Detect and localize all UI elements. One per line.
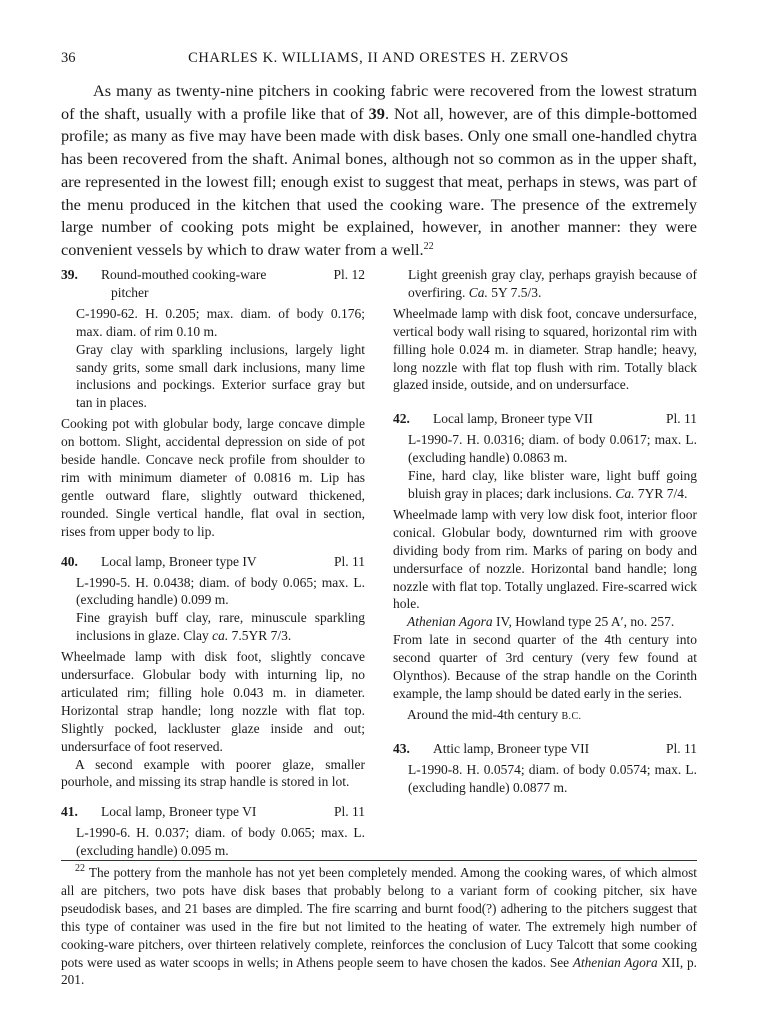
entry-discussion: From late in second quarter of the 4th century into second quarter of 3rd century (very few found at Olynthos). Because of the strap handle on the Corinth example, the lamp should be dated early in the series. xyxy=(393,632,697,701)
entry-title: Local lamp, Broneer type IV xyxy=(101,553,257,569)
entry-title: Local lamp, Broneer type VII xyxy=(433,411,593,427)
footnote xyxy=(61,860,697,989)
left-column xyxy=(61,266,365,860)
plate-ref: Pl. 12 xyxy=(333,267,365,282)
plate-ref: Pl. 11 xyxy=(665,411,697,427)
entry-fabric: Fine, hard clay, like blister ware, light buff going bluish gray in places; dark inclusions. Ca. 7YR 7/4. xyxy=(408,468,697,501)
entry-41 xyxy=(61,803,365,860)
entry-number: 39. xyxy=(61,267,78,282)
footnote-number: 22 xyxy=(75,863,85,874)
entry-inventory: L-1990-5. H. 0.0438; diam. of body 0.065; max. L. (excluding handle) 0.099 m. xyxy=(76,574,365,608)
entry-inventory: L-1990-8. H. 0.0574; diam. of body 0.0574; max. L. (excluding handle) 0.0877 m. xyxy=(408,761,697,795)
entry-40 xyxy=(61,553,365,792)
entry-description: Wheelmade lamp with disk foot, concave undersurface, vertical body wall rising to squared, horizontal rim with filling hole 0.024 m. in diameter. Strap handle; heavy, long nozzle with flat top flush with rim. Totally black glazed inside, outside, and on undersurface. xyxy=(393,305,697,393)
entry-description: Wheelmade lamp with very low disk foot, interior floor conical. Globular body, downturned rim with groove dividing body from rim. Marks of paring on body and undersurface of nozzle. Horizontal band handle; long nozzle with flat top. Totally unglazed. Fire-scarred wick hole. xyxy=(393,506,697,612)
footnote-text: $^{22}$ The pottery from the manhole has not yet been completely mended. Among the cooking wares, of which almost all are pitchers, two pots have disk bases that probably belong to a variant form of cooking pitcher, six have pseudodisk bases, and 21 bases are dimpled. The fire scarring and burnt food(?) adhering to the pitchers suggest that this type of container was used in the fire but not limited to the heating of water. The extremely high number of cooking-ware pitchers, over thirteen relatively complete, reinforces the conclusion of Lucy Talcott that some cooking pots were used as water scoops in wells; in Athens people seem to have chosen the kados. See Athenian Agora XII, p. 201. xyxy=(61,863,697,988)
entry-heading xyxy=(61,553,365,571)
footnote-marker[interactable]: 22 xyxy=(423,240,434,252)
entry-heading xyxy=(61,803,365,821)
entry-heading xyxy=(393,410,697,428)
entry-date: Around the mid-4th century B.C. xyxy=(407,706,582,722)
running-head-authors: CHARLES K. WILLIAMS, II AND ORESTES H. ZERVOS xyxy=(188,50,569,66)
entry-inventory: L-1990-6. H. 0.037; diam. of body 0.065; max. L. (excluding handle) 0.095 m. xyxy=(76,825,365,859)
plate-ref: Pl. 11 xyxy=(333,804,365,820)
plate-ref: Pl. 11 xyxy=(333,553,365,569)
intro-paragraph: As many as twenty-nine pitchers in cooking fabric were recovered from the lowest stratum of the shaft, usually with a profile like that of 39. Not all, however, are of this dimple-bottomed profile; as many as five may have been made with disk bases. Only one small one-handled chytra has been recovered from the shaft. Animal bones, although not so common as in the upper shaft, are represented in the lowest fill; enough exist to suggest that meat, perhaps in stews, was part of the menu produced in the kitchen that used the cooking ware. The presence of the extremely large number of cooking pots might be explained, however, in another manner: they were convenient vessels by which to draw water from a well.$^{22}$ xyxy=(61,81,697,259)
entry-title-cont: pitcher xyxy=(111,284,149,300)
entry-inventory: L-1990-7. H. 0.0316; diam. of body 0.0617; max. L. (excluding handle) 0.0863 m. xyxy=(408,432,697,466)
entry-title: Attic lamp, Broneer type VII xyxy=(433,740,590,756)
entry-number: 43. xyxy=(393,740,410,756)
entry-39 xyxy=(61,266,365,541)
right-column xyxy=(393,266,697,796)
entry-bibliography: Athenian Agora IV, Howland type 25 A′, no. 257. xyxy=(407,614,675,630)
entry-fabric: Fine grayish buff clay, rare, minuscule sparkling inclusions in glaze. Clay ca. 7.5YR 7/3. xyxy=(76,610,365,644)
entry-number: 41. xyxy=(61,804,78,820)
entry-title: Local lamp, Broneer type VI xyxy=(101,804,257,820)
entry-description: Cooking pot with globular body, large concave dimple on bottom. Slight, accidental depression on side of pot beside handle. Concave neck profile from shoulder to rim with minimum diameter of 0.0816 m. Lip has gentle outward flare, slightly outward thickened, rounded. Single vertical handle, flat oval in section, rises from upper body to lip. xyxy=(61,416,365,539)
entry-42 xyxy=(393,410,697,725)
entry-number: 40. xyxy=(61,553,78,569)
entry-title: Round-mouthed cooking-ware xyxy=(101,267,267,282)
catalogue-ref: 39 xyxy=(368,103,385,123)
entry-heading xyxy=(61,266,365,302)
entry-43 xyxy=(393,740,697,797)
entry-description: Wheelmade lamp with disk foot, slightly concave undersurface. Globular body with inturning lip, no articulated rim; filling hole 0.043 m. in diameter. Horizontal strap handle; long nozzle with flat top. Slightly pocked, lackluster glaze inside and out; undersurface of foot reserved. xyxy=(61,649,365,754)
page-number: 36 xyxy=(61,50,76,66)
entry-fabric-cont: Light greenish gray clay, perhaps grayish because of overfiring. Ca. 5Y 7.5/3. xyxy=(408,267,697,300)
plate-ref: Pl. 11 xyxy=(665,740,697,756)
entry-number: 42. xyxy=(393,411,410,427)
entry-fabric: Gray clay with sparkling inclusions, largely light sandy grits, some small dark inclusions, many lime inclusions and pockings. Exterior surface gray but tan in places. xyxy=(76,341,365,411)
entry-heading xyxy=(393,740,697,758)
entry-inventory: C-1990-62. H. 0.205; max. diam. of body 0.176; max. diam. of rim 0.10 m. xyxy=(76,305,365,339)
entry-note: A second example with poorer glaze, smaller pourhole, and missing its strap handle is stored in lot. xyxy=(61,756,365,790)
